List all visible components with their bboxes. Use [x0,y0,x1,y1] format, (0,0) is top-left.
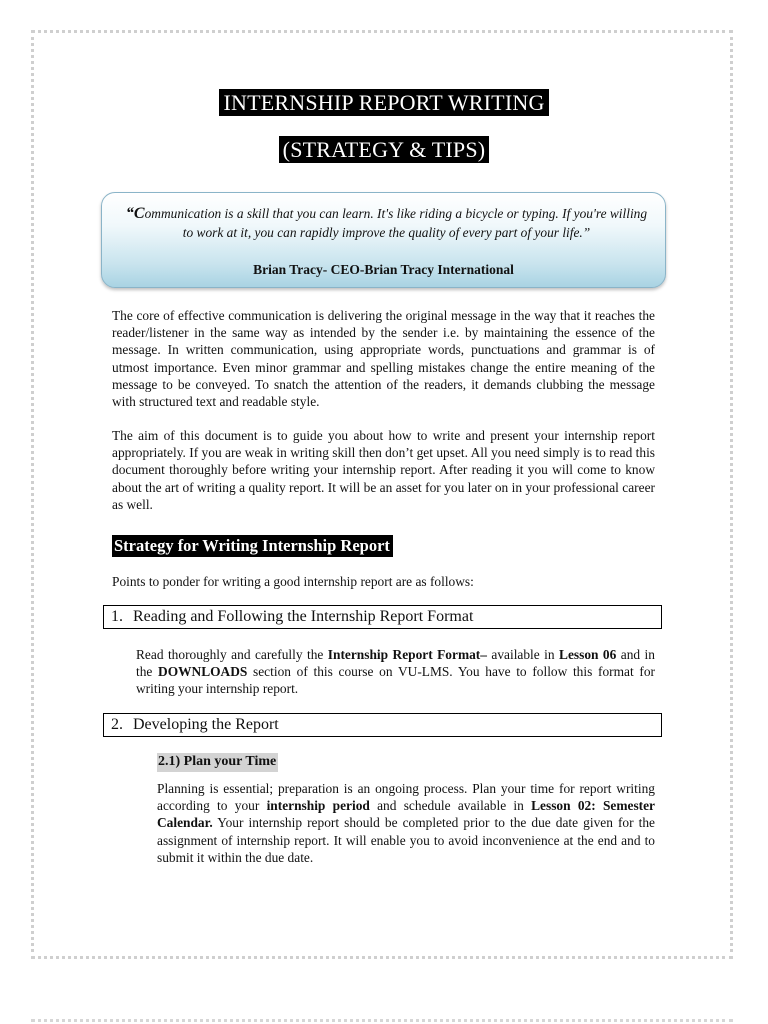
s2-text-a: Planning is essential; preparation is an ongoing process. Plan your time for report writing according to your [157,781,655,814]
section-1-number: 1. [111,608,123,625]
quote-author: Brian Tracy- CEO-Brian Tracy International [253,262,514,277]
sub-heading-plan-time: 2.1) Plan your Time [157,753,278,772]
s1-bold-lesson: Lesson 06 [559,647,617,662]
section-2-heading [103,713,662,737]
section-1-heading [103,605,662,629]
s2-text-c: Your internship report should be completed prior to the due date given for the assignment of internship report. It will enable you to avoid inconvenience at the end and to submit it within the due date. [157,815,655,865]
section-2-paragraph [157,780,655,866]
s1-text-a: Read thoroughly and carefully the [136,647,328,662]
quote-body: ommunication is a skill that you can learn. It's like riding a bicycle or typing. If you're willing to work at it, you can rapidly improve the quality of every part of your life.” [144,206,648,240]
next-page-edge [31,1019,733,1022]
s1-text-c: and in the [136,647,655,680]
s1-text-b: available in [486,647,560,662]
s1-bold-format: Internship Report Format– [327,647,487,662]
section-2-title: Developing the Report [133,716,279,733]
s2-text-b: and schedule available in [369,798,532,814]
title-text-2: (STRATEGY & TIPS) [279,136,490,163]
s1-text-d: section of this course on VU-LMS. You have to follow this format for writing your internship report. [136,664,655,697]
quote-open-mark: “C [125,205,145,222]
s2-bold-period: internship period [266,798,370,814]
title-line-2 [0,137,768,163]
section-1-title: Reading and Following the Internship Report Format [133,608,474,625]
quote-box [101,192,666,288]
s2-bold-calendar: Lesson 02: Semester Calendar. [157,798,656,831]
title-text-1: INTERNSHIP REPORT WRITING [219,89,548,116]
body-paragraph-1: The core of effective communication is delivering the original message in the way that it reaches the reader/listener in the same way as intended by the sender i.e. by maintaining the essence of the message. In written communication, using appropriate words, punctuations and grammar is of utmost importance. Even minor grammar and spelling mistakes change the entire meaning of the message to be conveyed. To snatch the attention of the readers, it demands clubbing the message with structured text and readable style. [112,308,655,410]
strategy-intro: Points to ponder for writing a good internship report are as follows: [112,574,474,589]
strategy-heading-text: Strategy for Writing Internship Report [112,535,393,557]
section-2-number: 2. [111,716,123,733]
quote-text [122,204,651,242]
section-1-paragraph [136,646,655,698]
title-line-1 [0,90,768,116]
body-paragraph-2: The aim of this document is to guide you about how to write and present your internship report appropriately. If you are weak in writing skill then don’t get upset. All you need simply is to read this document thoroughly before writing your internship report. After reading it you will come to know about the art of writing a quality report. It will be an asset for you later on in your professional career as well. [112,428,655,512]
s1-bold-downloads: DOWNLOADS [158,664,248,680]
strategy-heading [112,536,393,556]
